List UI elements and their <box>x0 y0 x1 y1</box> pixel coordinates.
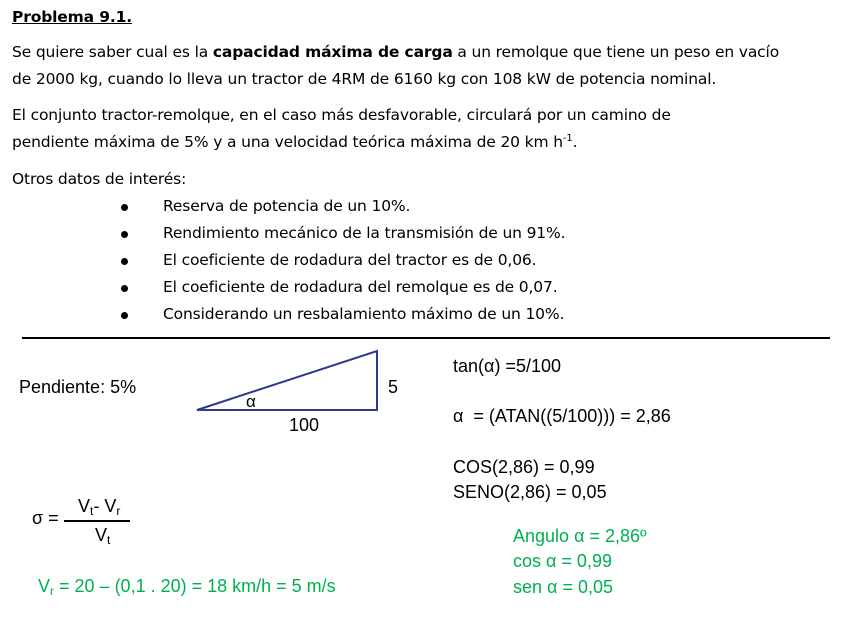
tan-equation: tan(α) =5/100 <box>453 356 561 376</box>
emphasis-capacity: capacidad máxima de carga <box>212 43 453 61</box>
fraction-bar <box>64 520 130 522</box>
cos-equation: COS(2,86) = 0,99 <box>453 457 595 477</box>
triangle-run-label: 100 <box>289 415 320 435</box>
green-cos: cos α = 0,99 <box>513 551 612 571</box>
slope-label: Pendiente: 5% <box>19 377 137 397</box>
green-angle: Angulo α = 2,86º <box>513 526 647 546</box>
list-item: Rendimiento mecánico de la transmisión de un 91%. <box>163 224 566 242</box>
triangle-rise-label: 5 <box>388 377 399 397</box>
other-data-label: Otros datos de interés: <box>12 170 187 188</box>
list-item: Reserva de potencia de un 10%. <box>163 197 411 215</box>
sin-equation: SENO(2,86) = 0,05 <box>453 482 607 502</box>
paragraph-1-line-1: Se quiere saber cual es la capacidad máxima de carga a un remolque que tiene un peso en vacío <box>12 43 780 61</box>
fraction-numerator: $V_t-$ $V_r$ <box>78 496 121 518</box>
problem-title: Problema 9.1. <box>12 8 132 26</box>
triangle-shape <box>197 351 377 410</box>
list-item: Considerando un resbalamiento máximo de un 10%. <box>163 305 565 323</box>
list-item: El coeficiente de rodadura del remolque es de 0,07. <box>163 278 558 296</box>
paragraph-1-line-2: de 2000 kg, cuando lo lleva un tractor de 4RM de 6160 kg con 108 kW de potencia nominal. <box>12 70 717 88</box>
sigma-symbol: σ = <box>32 508 59 528</box>
vr-equation: $V_r = 20 - (0,1$ . 20) = 18 km/h = 5 m/s <box>38 576 336 598</box>
paragraph-2-line-2: pendiente máxima de 5% y a una velocidad teórica máxima de 20 km $h^{-1}$. <box>12 133 578 151</box>
green-sen: sen α = 0,05 <box>513 577 613 597</box>
list-item: El coeficiente de rodadura del tractor es de 0,06. <box>163 251 537 269</box>
paragraph-2-line-1: El conjunto tractor-remolque, en el caso más desfavorable, circulará por un camino de <box>12 106 671 124</box>
alpha-equation: α = (ATAN((5/100))) = 2,86 <box>453 406 671 426</box>
triangle-angle-label: α <box>246 392 256 411</box>
fraction-denominator: $V_t$ <box>95 525 111 547</box>
